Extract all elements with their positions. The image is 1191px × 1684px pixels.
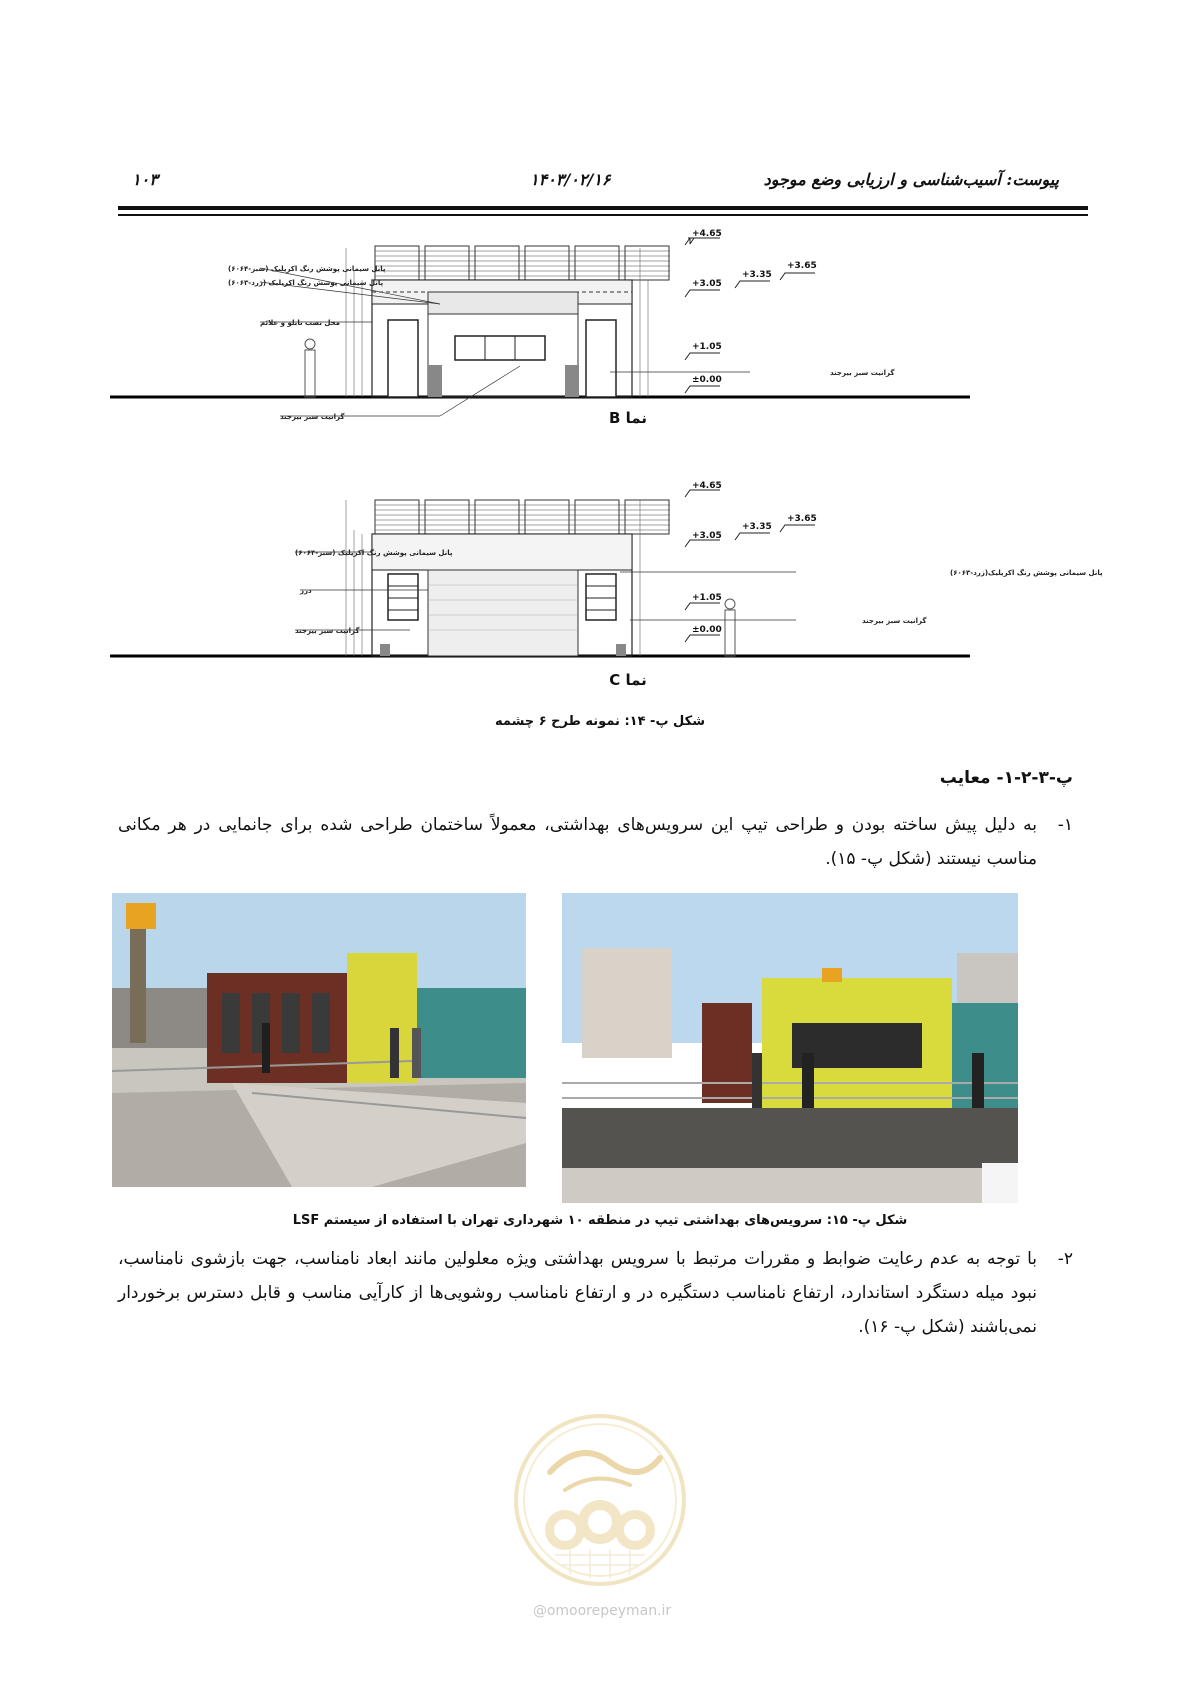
paragraph-2 — [118, 1242, 1073, 1344]
level-label: +3.05 — [692, 279, 722, 289]
elevation-title: نما C — [609, 671, 647, 689]
level-label: +1.05 — [692, 593, 722, 603]
photo-toilet-building-right — [562, 893, 1018, 1203]
label-joint: درز — [300, 587, 312, 595]
label-panel-green: پانل سیمانی پوشش رنگ اکریلیک (سبز-۶۰۶۴) — [295, 549, 453, 557]
list-number: ۱- — [1057, 815, 1073, 835]
level-label: +3.35 — [742, 522, 772, 532]
label-granite-left: گرانیت سبز بیرجند — [295, 627, 360, 635]
level-label: +1.05 — [692, 342, 722, 352]
level-label: +3.65 — [787, 514, 817, 524]
paragraph-text: با توجه به عدم رعایت ضوابط و مقررات مرتبط با سرویس بهداشتی ویژه معلولین مانند ابعاد نامناسب، جهت بازشوی نامناسب، نبود میله دستگرد استاندارد، ارتفاع نامناسب دستگیره در و ارتفاع نامناسب روشویی‌ها از کارآیی مناسب و قابل دسترس برخوردار نمی‌باشند (شکل پ- ۱۶). — [118, 1249, 1037, 1337]
header-title: پیوست: آسیب‌شناسی و ارزیابی وضع موجود — [763, 170, 1059, 189]
level-label: +3.35 — [742, 270, 772, 280]
figure-15-caption: شکل پ- ۱۵: سرویس‌های بهداشتی تیپ در منطقه ۱۰ شهرداری تهران با استفاده از سیستم LSF — [292, 1213, 908, 1228]
elevation-c-drawing — [110, 470, 1103, 700]
header-rule-thin — [118, 214, 1088, 216]
watermark-logo — [510, 1410, 690, 1590]
level-label: ±0.00 — [692, 375, 722, 385]
list-number: ۲- — [1057, 1249, 1073, 1269]
label-granite-bottom: گرانیت سبز بیرجند — [280, 413, 345, 421]
header-date: ۱۴۰۳/۰۲/۱۶ — [530, 170, 611, 189]
elevation-title: نما B — [609, 409, 647, 427]
label-sign-place: محل نصب تابلو و علائم — [260, 319, 341, 327]
watermark-url: @omoorepeyman.ir — [532, 1603, 672, 1619]
label-panel-green: پانل سیمانی پوشش رنگ اکریلیک (سبز-۶۰۶۴) — [228, 265, 386, 273]
level-label: +4.65 — [692, 229, 722, 239]
label-panel-yellow: پانل سیمانی پوشش رنگ اکریلیک(زرد-۶۰۶۳) — [950, 569, 1103, 577]
figure-14-caption: شکل پ- ۱۴: نمونه طرح ۶ چشمه — [494, 714, 705, 729]
level-label: +4.65 — [692, 481, 722, 491]
level-label: +3.05 — [692, 531, 722, 541]
header-rule-thick — [118, 206, 1088, 210]
photo-toilet-building-left — [112, 893, 526, 1187]
section-heading: پ-۳-۲-۱- معایب — [939, 768, 1073, 788]
elevation-b-drawing — [110, 229, 1060, 460]
label-granite-right: گرانیت سبز بیرجند — [830, 369, 895, 377]
label-granite-right: گرانیت سبز بیرجند — [862, 617, 927, 625]
paragraph-text: به دلیل پیش ساخته بودن و طراحی تیپ این سرویس‌های بهداشتی، معمولاً ساختمان طراحی شده برای جانمایی در هر مکانی مناسب نیستند (شکل پ- ۱۵). — [118, 815, 1037, 869]
level-label: +3.65 — [787, 261, 817, 271]
level-label: ±0.00 — [692, 625, 722, 635]
paragraph-1 — [118, 808, 1073, 876]
label-panel-yellow: پانل سیمانی پوشش رنگ اکریلیک (زرد-۶۰۶۳) — [228, 279, 384, 287]
page-number: ۱۰۳ — [132, 170, 158, 189]
